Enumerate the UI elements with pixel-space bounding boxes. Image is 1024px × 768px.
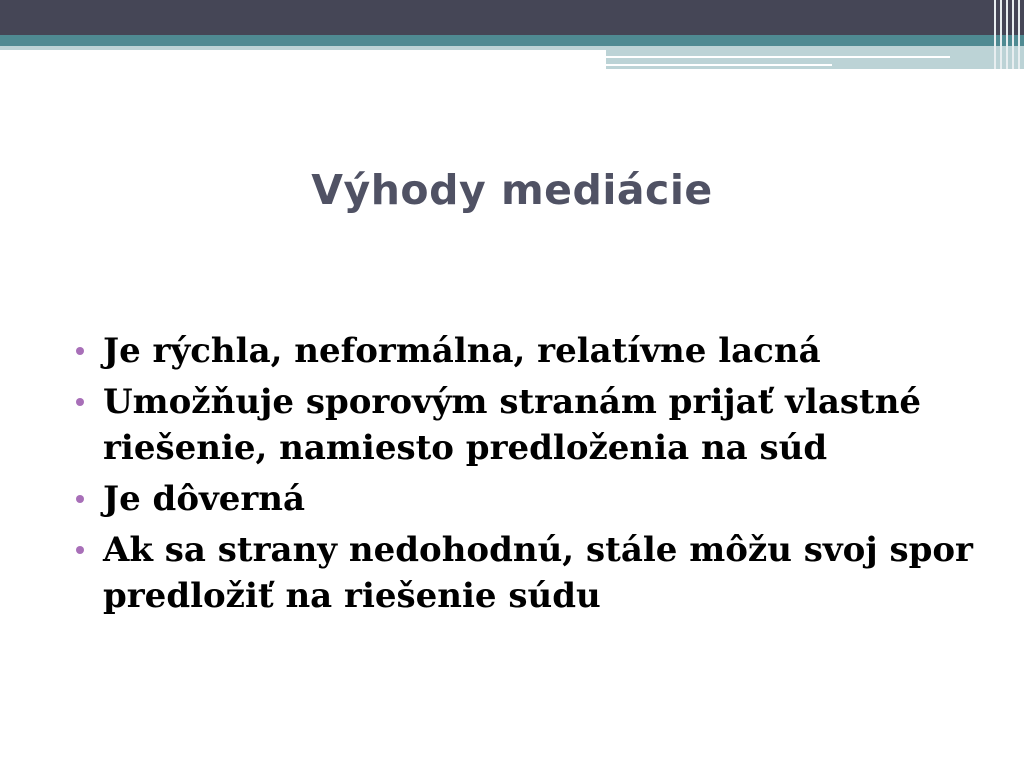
bullet-dot-icon [76, 398, 84, 406]
bullet-text: Je rýchla, neformálna, relatívne lacná [103, 331, 821, 371]
bullet-dot-icon [76, 347, 84, 355]
bullet-text: Umožňuje sporovým stranám prijať vlastné riešenie, namiesto predloženia na súd [103, 382, 922, 468]
bullet-dot-icon [76, 495, 84, 503]
bullet-item [76, 476, 976, 522]
header-right-line [606, 56, 950, 58]
bullet-list [76, 328, 976, 624]
header-band-dark [0, 0, 1024, 35]
header-stripes [990, 0, 1024, 69]
bullet-item [76, 328, 976, 374]
slide-title: Výhody mediácie [311, 166, 713, 214]
header-band-teal [0, 35, 1024, 46]
header-right-line [606, 64, 832, 66]
bullet-text: Je dôverná [103, 479, 306, 519]
bullet-item [76, 527, 976, 619]
bullet-item [76, 379, 976, 471]
bullet-text: Ak sa strany nedohodnú, stále môžu svoj spor predložiť na riešenie súdu [103, 530, 973, 616]
bullet-dot-icon [76, 546, 84, 554]
